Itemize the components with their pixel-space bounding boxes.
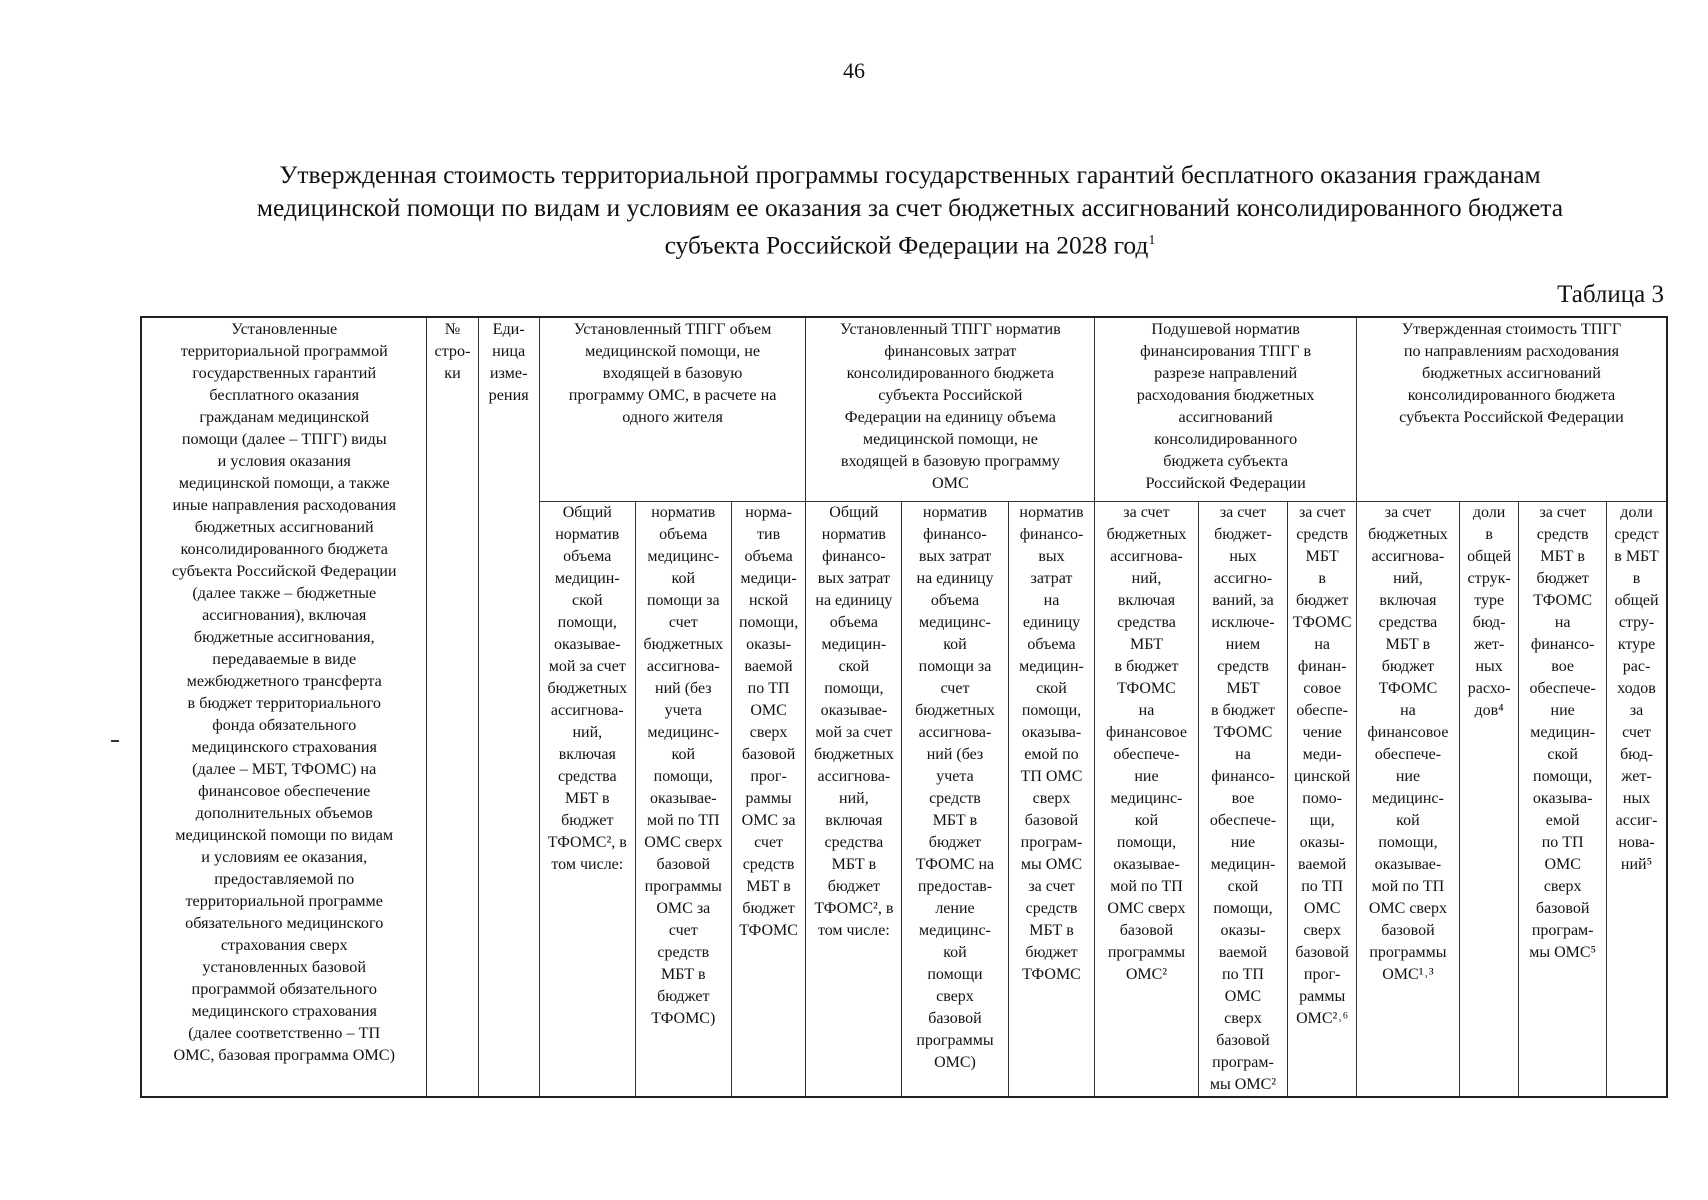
subheader-cost-budget-share: доли в общей струк- туре бюд- жет- ных расхо- дов⁴ bbox=[1460, 501, 1519, 1097]
subheader-per-capita-incl-mbt: за счет бюджетных ассигнова- ний, включая средства МБТ в бюджет ТФОМС на финансовое обеспече- ние медицинс- кой помощи, оказывае- мой по ТП ОМС сверх базовой программы ОМС² bbox=[1095, 501, 1198, 1097]
subheader-total-volume: Общий норматив объема медицин- ской помощи, оказывае- мой за счет бюджетных ассигнова- ний, включая средства МБТ в бюджет ТФОМС², в том числе: bbox=[539, 501, 635, 1097]
table-caption: Таблица 3 bbox=[1557, 281, 1664, 308]
header-services: Установленные территориальной программой государственных гарантий бесплатного оказания гражданам медицинской помощи (далее – ТПГГ) виды и условия оказания медицинской помощи, а также иные направления расходования бюджетных ассигнований консолидированного бюджета субъекта Российской Федерации (далее также – бюджетные ассигнования), включая бюджетные ассигнования, передаваемые в виде межбюджетного трансферта в бюджет территориального фонда обязательного медицинского страхования (далее – МБТ, ТФОМС) на финансовое обеспечение дополнительных объемов медицинской помощи по видам и условиям ее оказания, предоставляемой по территориальной программе обязательного медицинского страхования сверх установленных базовой программой обязательного медицинского страхования (далее соответственно – ТП ОМС, базовая программа ОМС) bbox=[141, 317, 427, 1097]
header-volume-group: Установленный ТПГГ объем медицинской помощи, не входящей в базовую программу ОМС, в расчете на одного жителя bbox=[539, 317, 806, 501]
header-approved-cost-group: Утвержденная стоимость ТПГГ по направлениям расходования бюджетных ассигнований консолидированного бюджета субъекта Российской Федерации bbox=[1356, 317, 1667, 501]
header-unit: Еди- ница изме- рения bbox=[478, 317, 539, 1097]
title-footnote-mark: 1 bbox=[1148, 233, 1156, 248]
subheader-volume-budget: норматив объема медицинс- кой помощи за счет бюджетных ассигнова- ний (без учета медицинс- кой помощи, оказывае- мой по ТП ОМС сверх базовой программы ОМС за счет средств МБТ в бюджет ТФОМС) bbox=[635, 501, 731, 1097]
title-line-3 bbox=[140, 224, 1680, 262]
subheader-cost-norm-budget: норматив финансо- вых затрат на единицу объема медицинс- кой помощи за счет бюджетных ассигнова- ний (без учета средств МБТ в бюджет ТФОМС на предостав- ление медицинс- кой помощи сверх базовой программы ОМС) bbox=[902, 501, 1008, 1097]
title-line-1: Утвержденная стоимость территориальной программы государственных гарантий бесплатного оказания гражданам bbox=[279, 160, 1541, 189]
title-line-2: медицинской помощи по видам и условиям ее оказания за счет бюджетных ассигнований консолидированного бюджета bbox=[256, 193, 1564, 222]
title-line-3-text: субъекта Российской Федерации на 2028 год bbox=[664, 230, 1149, 260]
document-title bbox=[140, 158, 1680, 262]
page-number: 46 bbox=[843, 58, 865, 83]
subheader-total-cost-norm: Общий норматив финансо- вых затрат на единицу объема медицин- ской помощи, оказывае- мой за счет бюджетных ассигнова- ний, включая средства МБТ в бюджет ТФОМС², в том числе: bbox=[806, 501, 902, 1097]
header-cost-norm-group: Установленный ТПГГ норматив финансовых затрат консолидированного бюджета субъекта Российской Федерации на единицу объема медицинской помощи, не входящей в базовую программу ОМС bbox=[806, 317, 1095, 501]
subheader-per-capita-excl-mbt: за счет бюджет- ных ассигно- ваний, за исключе- нием средств МБТ в бюджет ТФОМС на финансо- вое обеспече- ние медицин- ской помощи, оказы- ваемой по ТП ОМС сверх базовой програм- мы ОМС² bbox=[1198, 501, 1288, 1097]
subheader-per-capita-mbt: за счет средств МБТ в бюджет ТФОМС на финан- совое обеспе- чение меди- цинской помо- щи, оказы- ваемой по ТП ОМС сверх базовой прог- раммы ОМС²˒⁶ bbox=[1288, 501, 1356, 1097]
subheader-cost-norm-mbt: норматив финансо- вых затрат на единицу объема медицин- ской помощи, оказыва- емой по ТП ОМС сверх базовой програм- мы ОМС за счет средств МБТ в бюджет ТФОМС bbox=[1008, 501, 1095, 1097]
margin-mark bbox=[111, 740, 119, 742]
cost-table bbox=[140, 316, 1668, 1098]
header-per-capita-group: Подушевой норматив финансирования ТПГГ в разрезе направлений расходования бюджетных ассигнований консолидированного бюджета субъекта Российской Федерации bbox=[1095, 317, 1356, 501]
header-row-number: № стро- ки bbox=[427, 317, 478, 1097]
subheader-cost-mbt-share: доли средст в МБТ в общей стру- ктуре рас- ходов за счет бюд- жет- ных ассиг- нова- ний⁵ bbox=[1607, 501, 1667, 1097]
subheader-cost-mbt: за счет средств МБТ в бюджет ТФОМС на финансо- вое обеспече- ние медицин- ской помощи, оказыва- емой по ТП ОМС сверх базовой програм- мы ОМС⁵ bbox=[1519, 501, 1607, 1097]
subheader-volume-mbt: норма- тив объема медици- нской помощи, оказы- ваемой по ТП ОМС сверх базовой прог- раммы ОМС за счет средств МБТ в бюджет ТФОМС bbox=[731, 501, 806, 1097]
subheader-cost-budget: за счет бюджетных ассигнова- ний, включая средства МБТ в бюджет ТФОМС на финансовое обеспече- ние медицинс- кой помощи, оказывае- мой по ТП ОМС сверх базовой программы ОМС¹˒³ bbox=[1356, 501, 1459, 1097]
